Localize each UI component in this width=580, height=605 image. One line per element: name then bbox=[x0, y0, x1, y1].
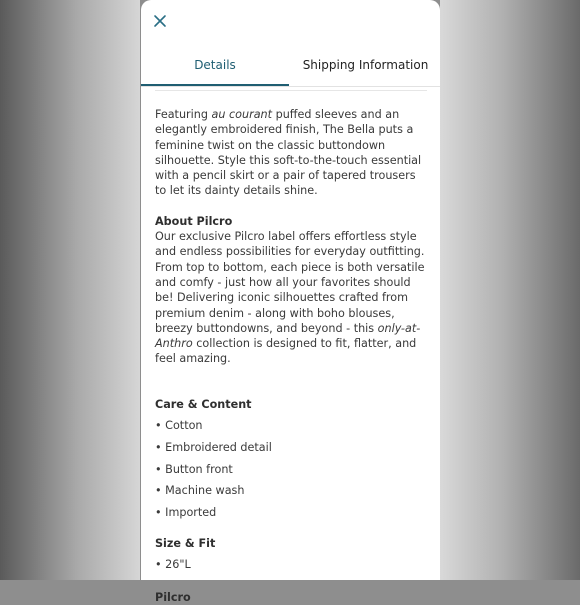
size-fit-heading: Size & Fit bbox=[155, 537, 216, 551]
list-item: • 26"L bbox=[155, 558, 191, 572]
background-right bbox=[440, 0, 580, 580]
list-item: • Imported bbox=[155, 506, 217, 520]
background-left bbox=[0, 0, 140, 580]
list-item: • Machine wash bbox=[155, 484, 245, 498]
about-text: Our exclusive Pilcro label offers effortless style and endless possibilities for everyday outfitting. From top to bottom, each piece is both versatile and comfy - just how all your favorites should be! Delivering iconic silhouettes crafted from premium denim - along with boho blouses, breezy buttondowns, and beyond - this only-at-Anthro collection is designed to fit, flatter, and feel amazing. bbox=[155, 230, 425, 366]
details-content bbox=[155, 90, 427, 605]
close-button[interactable] bbox=[149, 10, 171, 32]
product-description: Featuring au courant puffed sleeves and an elegantly embroidered finish, The Bella puts a feminine twist on the classic buttondown silhouette. Style this soft-to-the-touch essential with a pencil skirt or a pair of tapered trousers to let its dainty details shine. bbox=[155, 108, 422, 198]
close-icon bbox=[149, 10, 171, 32]
tab-details[interactable]: Details bbox=[141, 48, 289, 86]
tab-bar bbox=[141, 48, 440, 87]
tab-shipping-information[interactable]: Shipping Information bbox=[302, 58, 429, 72]
care-content-heading: Care & Content bbox=[155, 397, 252, 411]
content-divider bbox=[155, 90, 427, 91]
about-heading: About Pilcro bbox=[155, 214, 233, 228]
list-item: • Button front bbox=[155, 462, 233, 476]
list-item: • Embroidered detail bbox=[155, 440, 272, 454]
details-sheet bbox=[141, 0, 440, 605]
pilcro-heading: Pilcro bbox=[155, 591, 191, 605]
list-item: • Cotton bbox=[155, 419, 203, 433]
